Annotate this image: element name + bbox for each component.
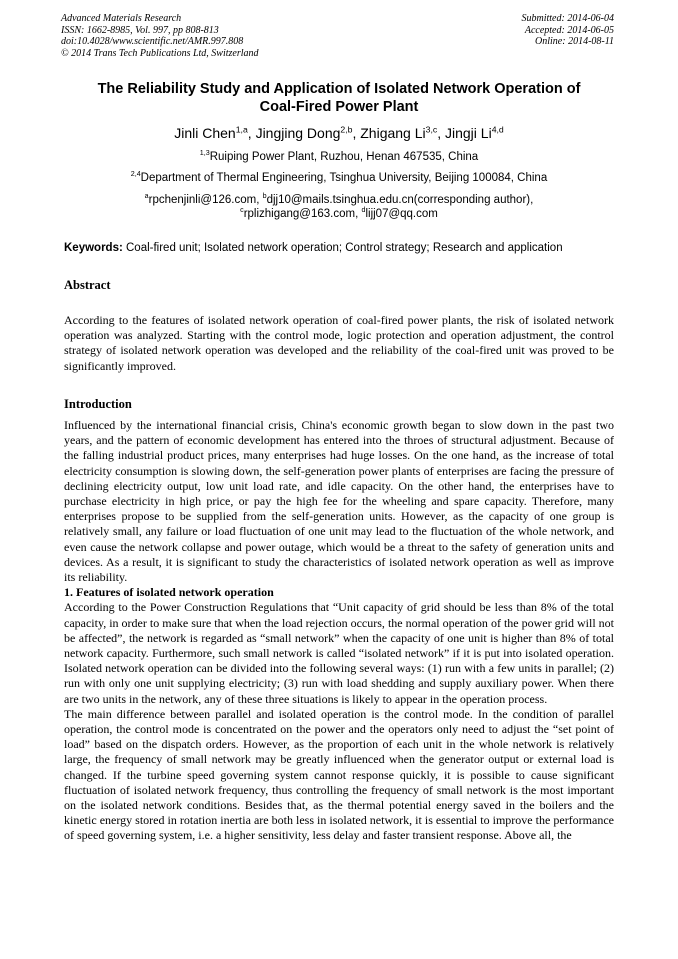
intro-paragraph-2: According to the Power Construction Regulations that “Unit capacity of grid should be less than 8% of the total capacity, in order to make sure that when the load rejection occurs, the normal operation of the power grid will not be affected”, the network is regarded as “small network” when the capacity of one unit is higher than 8% of total network capacity. Furthermore, such small network is called “isolated network” if it is put into isolated operation. Isolated network operation can be divided into the following several ways: (1) run with a few units in parallel; (2) run with only one unit supplying electricity; (3) run with load shedding and supply auxiliary power. When there are two units in the network, any of these three situations is likely to appear in the operation process. xyxy=(64,600,614,706)
issn-line: ISSN: 1662-8985, Vol. 997, pp 808-813 xyxy=(61,24,219,36)
author-list xyxy=(60,125,618,142)
email-d[interactable]: $^d$lijj07@qq.com xyxy=(361,206,438,220)
intro-paragraph-3: The main difference between parallel and isolated operation is the control mode. In the condition of parallel operation, the control mode is concentrated on the power and the operators only need to adjust the “set point of load” based on the dispatch orders. However, as the proportion of each unit in the whole network is relatively large, the frequency of small network may be greatly influenced when the generator output or external load is changed. If the turbine speed governing system cannot response quickly, it is possible to cause significant fluctuation of isolated network frequency, thus controlling the frequency of small network is the most important on the isolated network conditions. Besides that, as the thermal potential energy saved in the boilers and the kinetic energy stored in rotation inertia are both less in isolated network, it is essential to improve the performance of speed governing system, i.e. a higher sensitivity, less delay and faster transient response. Above all, the xyxy=(64,706,614,843)
email-b[interactable]: $^b$djj10@mails.tsinghua.edu.cn(corresponding author), xyxy=(262,192,534,206)
intro-paragraph-1: Influenced by the international financial crisis, China's economic growth began to slow down in the past two years, and the pattern of economic development has entered into the throes of structural adjustment. Because of the falling industrial product prices, many enterprises had huge losses. On the one hand, as the increase of total electricity consumption is slowing down, the self-generation power plants of enterprises are facing the pressure of declining electricity output, low unit load rate, and idle capacity. On the other hand, the enterprises have to purchase electricity in high price, or pay the high fee for the wheeling and spare capacity. Therefore, many enterprises propose to be supplied from the self-generation units. However, as the capacity of one group is relatively small, any failure or load fluctuation of one unit may lead to the fluctuation of the whole network, and even cause the network collapse and power outage, which would be a threat to the safety of generation units and devices. As a result, it is significant to study the characteristics of isolated network operation as well as improve its reliability. xyxy=(64,418,614,585)
title-line-1: The Reliability Study and Application of Isolated Network Operation of xyxy=(97,81,581,97)
abstract-paragraph: According to the features of isolated network operation of coal-fired power plants, the risk of isolated network operation was analyzed. Starting with the control mode, logic protection and operation adjustment, the control strategy of isolated network operation was developed and the reliability of the coal-fired unit was proved to be significantly improved. xyxy=(64,313,614,373)
online-date: Online: 2014-08-11 xyxy=(535,36,614,47)
abstract-body xyxy=(64,313,614,374)
affiliation-2: $^{2,4}$Department of Thermal Engineering, Tsinghua University, Beijing 100084, China xyxy=(130,170,548,184)
dates-meta xyxy=(522,13,615,48)
author: Jinli Chen$^{1,a}$, xyxy=(174,124,256,141)
introduction-heading: Introduction xyxy=(64,397,132,411)
journal-name: Advanced Materials Research xyxy=(61,13,182,24)
keywords xyxy=(64,241,619,255)
email-line-2 xyxy=(60,207,618,221)
affiliation-1: $^{1,3}$Ruiping Power Plant, Ruzhou, Henan 467535, China xyxy=(199,149,479,163)
title-line-2: Coal-Fired Power Plant xyxy=(259,99,419,115)
author: Jingji Li$^{4,d}$ xyxy=(445,124,504,141)
abstract-heading: Abstract xyxy=(64,278,111,292)
accepted-date: Accepted: 2014-06-05 xyxy=(524,24,614,36)
author: Zhigang Li$^{3,c}$, xyxy=(360,124,445,141)
submitted-date: Submitted: 2014-06-04 xyxy=(521,13,614,24)
journal-meta xyxy=(61,13,259,59)
keywords-label: Keywords: xyxy=(64,242,123,254)
section-1-heading: 1. Features of isolated network operation xyxy=(64,585,274,600)
keywords-text: Coal-fired unit; Isolated network operation; Control strategy; Research and application xyxy=(122,242,563,254)
doi-line[interactable]: doi:10.4028/www.scientific.net/AMR.997.808 xyxy=(61,36,244,47)
copyright-line: © 2014 Trans Tech Publications Ltd, Switzerland xyxy=(61,47,259,59)
email-c[interactable]: $^c$rplizhigang@163.com, xyxy=(240,206,362,220)
email-a[interactable]: $^a$rpchenjinli@126.com, xyxy=(144,192,263,206)
author: Jingjing Dong$^{2,b}$, xyxy=(255,124,361,141)
email-line-1 xyxy=(60,193,618,207)
introduction-body xyxy=(64,418,614,844)
paper-title xyxy=(60,80,618,116)
